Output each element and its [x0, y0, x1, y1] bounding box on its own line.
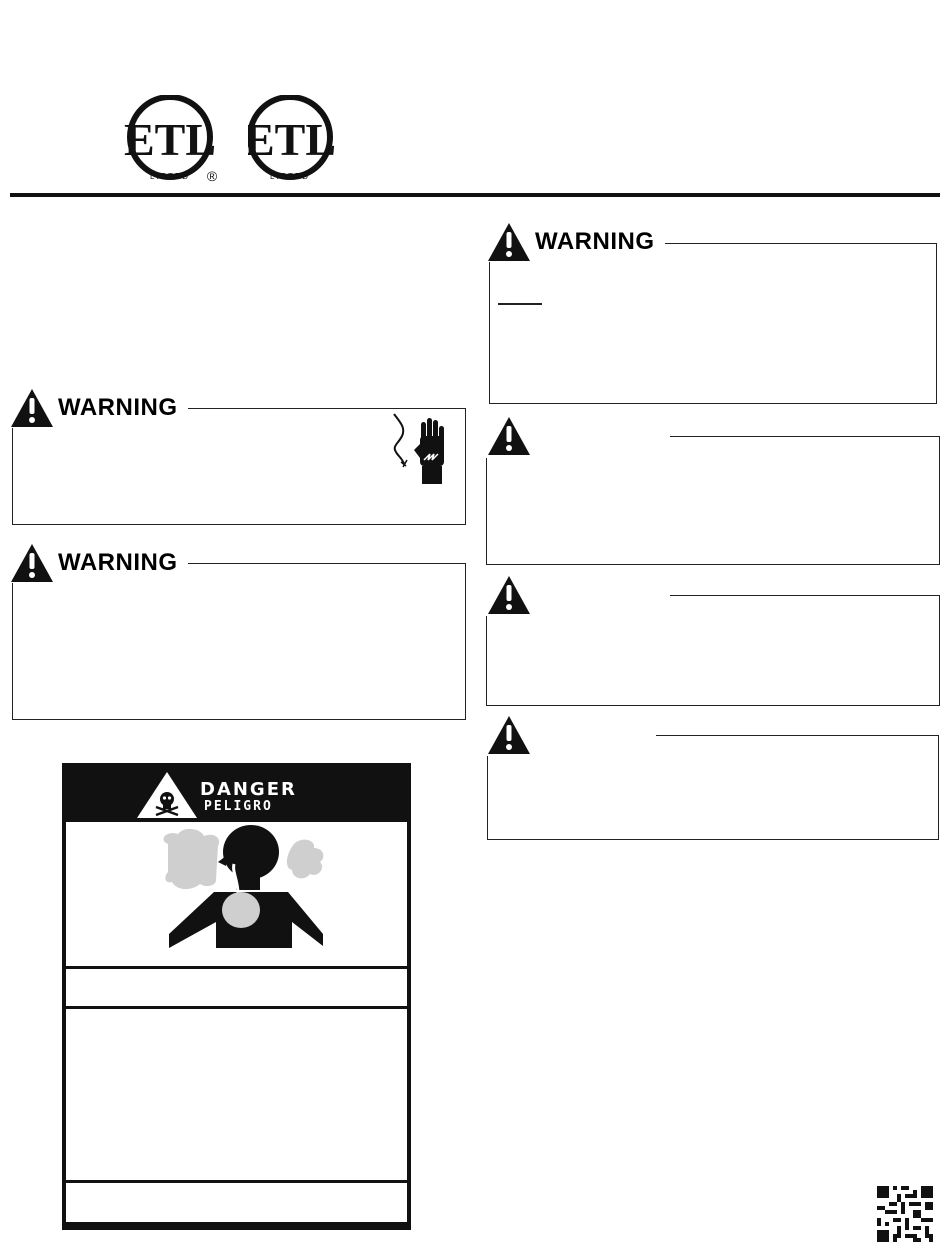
skull-crossbones-icon — [136, 771, 198, 819]
danger-subtitle: PELIGRO — [204, 799, 273, 814]
warning-triangle-icon — [487, 575, 531, 615]
danger-title: DANGER — [200, 779, 297, 800]
warning-triangle-icon — [487, 715, 531, 755]
danger-illustration-panel — [66, 822, 407, 966]
header-divider — [10, 193, 940, 197]
etl-listed-logo-1 — [124, 95, 224, 190]
warning-triangle-icon — [487, 222, 531, 262]
warning-triangle-icon — [10, 388, 54, 428]
svg-text:ETL: ETL — [124, 114, 217, 165]
warning-header-left-2 — [10, 543, 188, 583]
svg-text:LISTED: LISTED — [149, 172, 191, 181]
inhalation-hazard-icon — [66, 822, 407, 966]
svg-text:LISTED: LISTED — [269, 172, 311, 181]
electric-shock-hand-icon — [388, 412, 448, 488]
warning-triangle-icon — [10, 543, 54, 583]
danger-text-panel — [66, 1009, 407, 1180]
danger-header — [62, 763, 411, 818]
warning-triangle-icon — [487, 416, 531, 456]
danger-label-panel — [66, 969, 407, 1006]
danger-sign — [62, 763, 411, 1230]
warning-label: WARNING — [58, 394, 178, 421]
qr-code-icon — [877, 1186, 933, 1242]
warning-label: WARNING — [58, 549, 178, 576]
danger-footer-panel — [66, 1183, 407, 1222]
warning-label: WARNING — [535, 228, 655, 255]
warning-header-left-1 — [10, 388, 188, 428]
svg-text:®: ® — [206, 168, 218, 184]
warning-box-left-2 — [12, 563, 466, 720]
warning-header-right-top — [487, 222, 665, 262]
etl-listed-logo-2 — [248, 95, 338, 190]
svg-text:ETL: ETL — [248, 114, 337, 165]
warning-box-right-top — [489, 243, 937, 404]
underlined-word — [498, 303, 542, 305]
